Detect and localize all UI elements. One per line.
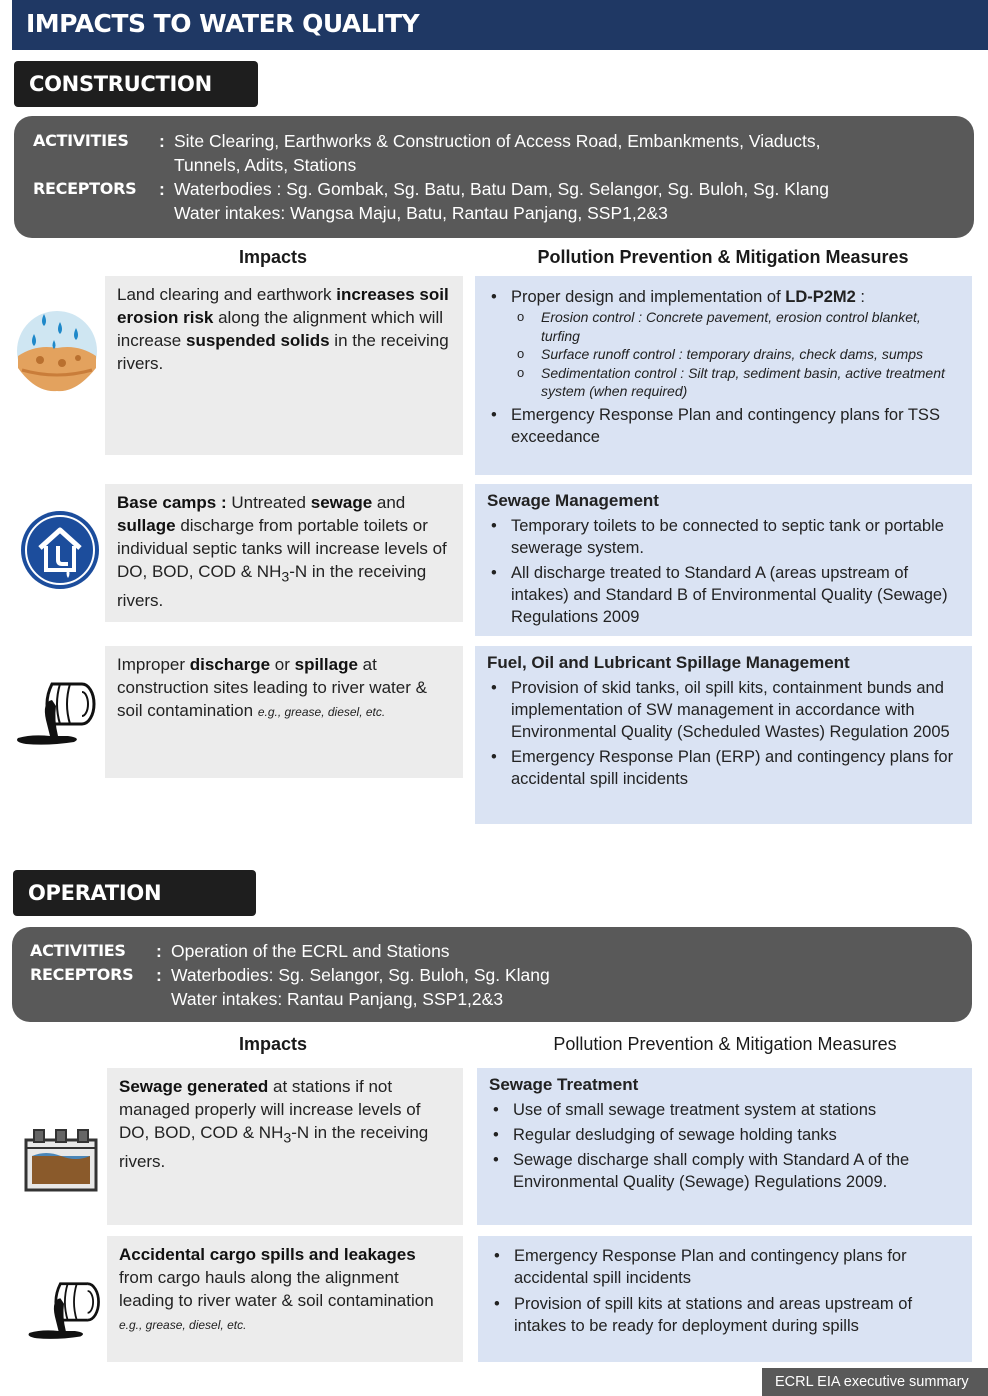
construction-activities-row bbox=[33, 129, 953, 177]
page-title: IMPACTS TO WATER QUALITY bbox=[26, 9, 420, 38]
list-item: • Emergency Response Plan and contingency plans for accidental spill incidents bbox=[490, 1245, 960, 1289]
construction-header bbox=[14, 61, 258, 107]
activities-text: Operation of the ECRL and Stations bbox=[171, 941, 450, 961]
construction-measures-1 bbox=[475, 276, 972, 475]
colon: : bbox=[159, 131, 165, 151]
list-item: • All discharge treated to Standard A (areas upstream of intakes) and Standard B of Environmental Quality (Sewage) Regulations 2009 bbox=[487, 562, 960, 628]
operation-measures-2 bbox=[478, 1236, 972, 1362]
list-item: • Temporary toilets to be connected to septic tank or portable sewerage system. bbox=[487, 515, 960, 559]
construction-measures-heading: Pollution Prevention & Mitigation Measures bbox=[537, 247, 909, 267]
list-item: • Emergency Response Plan (ERP) and contingency plans for accidental spill incidents bbox=[487, 746, 960, 790]
operation-measures-1 bbox=[477, 1068, 972, 1225]
construction-measures-2 bbox=[475, 484, 972, 636]
construction-info-box bbox=[14, 116, 974, 238]
list-item: • Proper design and implementation of LD-P2M2 : bbox=[487, 286, 960, 308]
colon: : bbox=[156, 965, 162, 985]
receptors-line-2: Water intakes: Wangsa Maju, Batu, Rantau Panjang, SSP1,2&3 bbox=[174, 203, 668, 223]
operation-impact-1: Sewage generated at stations if not managed properly will increase levels of DO, BOD, COD & $NH_3-N$ in the receiving rivers. bbox=[107, 1068, 463, 1225]
receptors-line-2: Water intakes: Rantau Panjang, SSP1,2&3 bbox=[171, 989, 504, 1009]
construction-impact-3: Improper discharge or spillage at construction sites leading to river water & soil contamination e.g., grease, diesel, etc. bbox=[105, 646, 463, 778]
receptors-label: RECEPTORS bbox=[30, 965, 134, 984]
receptors-line-1: Waterbodies: Sg. Selangor, Sg. Buloh, Sg. Klang bbox=[171, 965, 550, 985]
oil-spill-barrel-icon bbox=[24, 1280, 104, 1342]
soil-erosion-rain-icon bbox=[16, 308, 98, 394]
receptors-text bbox=[171, 963, 950, 1011]
construction-header-label: CONSTRUCTION bbox=[29, 72, 212, 96]
receptors-text bbox=[174, 177, 953, 225]
measure-heading: Fuel, Oil and Lubricant Spillage Management bbox=[487, 653, 850, 672]
operation-activities-row bbox=[30, 939, 950, 963]
construction-impacts-heading: Impacts bbox=[238, 247, 308, 267]
measure-heading: Sewage Treatment bbox=[489, 1075, 639, 1094]
sewage-treatment-tank-icon bbox=[22, 1126, 100, 1194]
operation-info-box bbox=[12, 927, 972, 1022]
measure-heading: Sewage Management bbox=[487, 491, 659, 510]
operation-impact-2: Accidental cargo spills and leakages from cargo hauls along the alignment leading to river water & soil contamination e.g., grease, diesel, etc. bbox=[107, 1236, 463, 1362]
list-item: • Provision of spill kits at stations and areas upstream of intakes to be ready for deployment during spills bbox=[490, 1293, 960, 1337]
oil-spill-barrel-icon bbox=[12, 680, 100, 748]
house-sewage-icon bbox=[20, 510, 100, 590]
list-item: • Sewage discharge shall comply with Standard A of the Environmental Quality (Sewage) Regulations 2009. bbox=[489, 1149, 960, 1193]
footer-text: ECRL EIA executive summary bbox=[775, 1374, 969, 1390]
sub-list-item: o Sedimentation control : Silt trap, sediment basin, active treatment system (when required) bbox=[487, 364, 960, 401]
receptors-line-1: Waterbodies : Sg. Gombak, Sg. Batu, Batu Dam, Sg. Selangor, Sg. Buloh, Sg. Klang bbox=[174, 179, 830, 199]
sub-list-item: o Erosion control : Concrete pavement, erosion control blanket, turfing bbox=[487, 308, 960, 345]
activities-text bbox=[174, 129, 953, 177]
operation-impacts-heading: Impacts bbox=[238, 1034, 308, 1054]
construction-impact-1: Land clearing and earthwork increases soil erosion risk along the alignment which will increase suspended solids in the receiving rivers. bbox=[105, 276, 463, 455]
activities-label: ACTIVITIES bbox=[33, 131, 129, 150]
activities-line-2: Tunnels, Adits, Stations bbox=[174, 155, 357, 175]
activities-line-1: Site Clearing, Earthworks & Construction of Access Road, Embankments, Viaducts, bbox=[174, 131, 821, 151]
list-item: • Provision of skid tanks, oil spill kits, containment bunds and implementation of SW management in accordance with Environmental Quality (Scheduled Wastes) Regulation 2005 bbox=[487, 677, 960, 743]
operation-header bbox=[13, 870, 256, 916]
colon: : bbox=[159, 179, 165, 199]
list-item: • Use of small sewage treatment system at stations bbox=[489, 1099, 960, 1121]
list-item: • Emergency Response Plan and contingency plans for TSS exceedance bbox=[487, 404, 960, 448]
construction-impact-2: Base camps : Untreated sewage and sullage discharge from portable toilets or individual septic tanks will increase levels of DO, BOD, COD & $NH_3-N$ in the receiving rivers. bbox=[105, 484, 463, 622]
sub-list-item: o Surface runoff control : temporary drains, check dams, sumps bbox=[487, 345, 960, 364]
footer-badge bbox=[762, 1368, 988, 1396]
construction-receptors-row bbox=[33, 177, 953, 225]
operation-header-label: OPERATION bbox=[28, 881, 162, 905]
operation-receptors-row bbox=[30, 963, 950, 1011]
title-bar bbox=[12, 0, 988, 50]
receptors-label: RECEPTORS bbox=[33, 179, 137, 198]
colon: : bbox=[156, 941, 162, 961]
list-item: • Regular desludging of sewage holding tanks bbox=[489, 1124, 960, 1146]
operation-measures-heading: Pollution Prevention & Mitigation Measures bbox=[553, 1034, 897, 1054]
activities-label: ACTIVITIES bbox=[30, 941, 126, 960]
construction-measures-3 bbox=[475, 646, 972, 824]
